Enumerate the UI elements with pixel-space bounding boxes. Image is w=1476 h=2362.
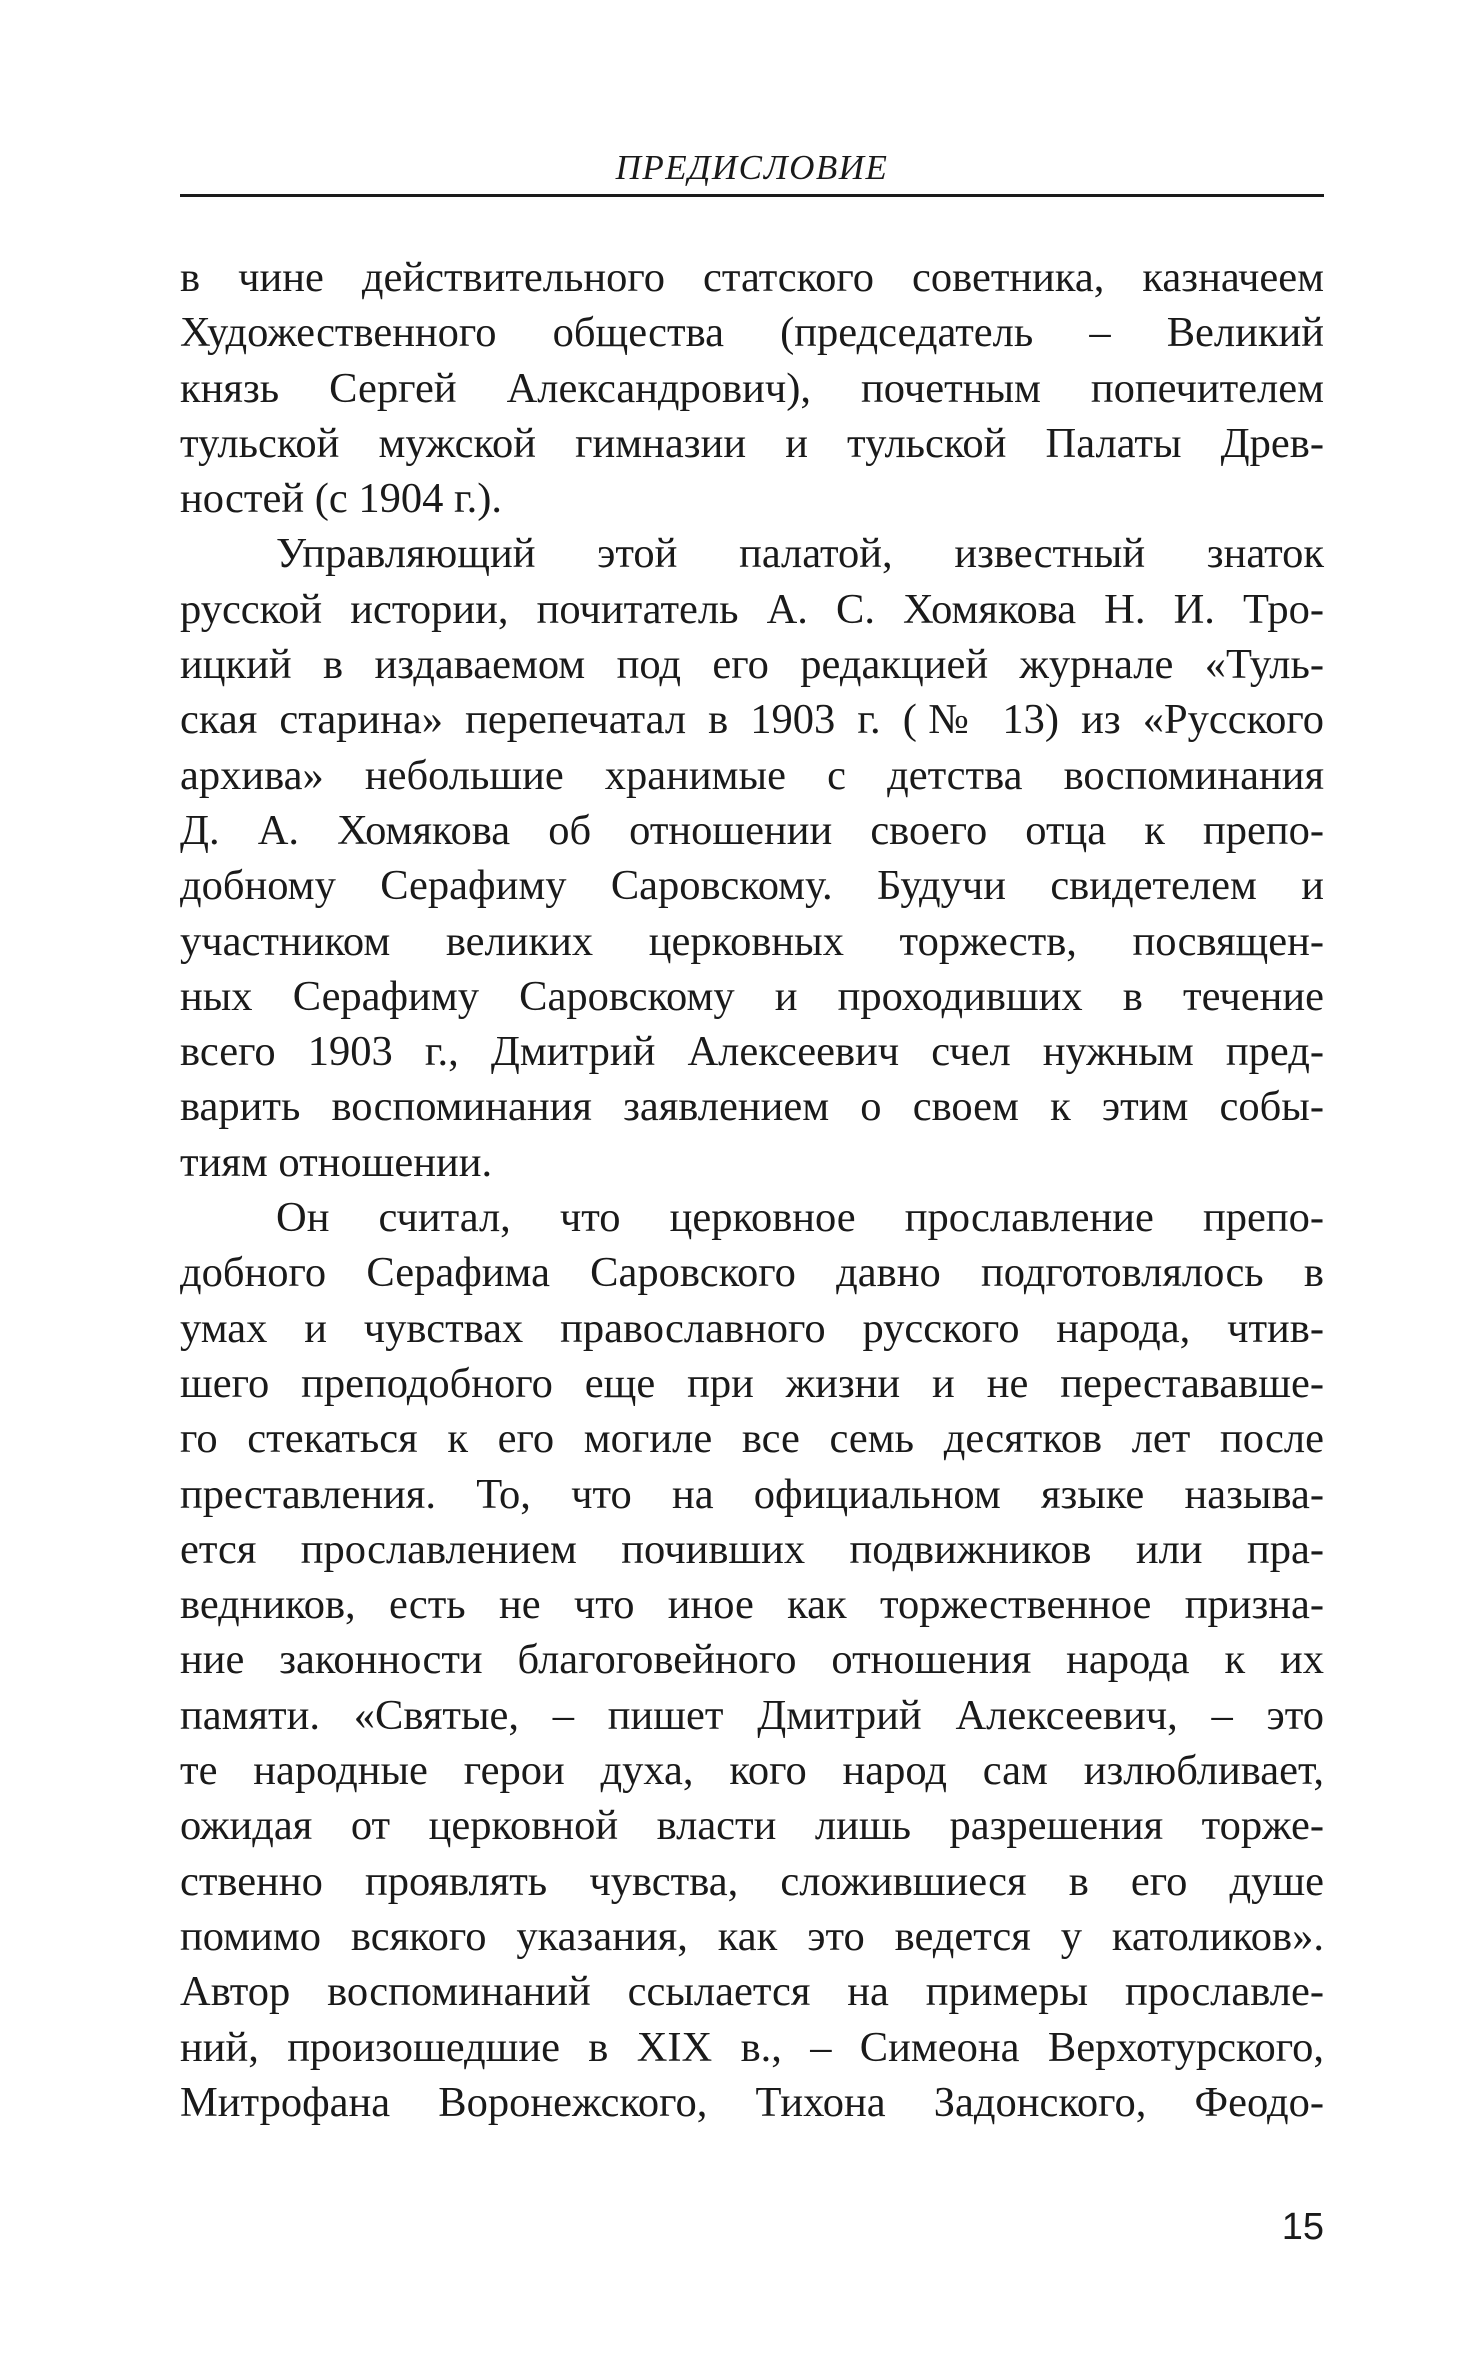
text-line: ний, произошедшие в XIX в., – Симеона Верхотурского, — [180, 2023, 1324, 2071]
text-line: преставления. То, что на официальном языке называ- — [180, 1470, 1324, 1518]
text-line: всего 1903 г., Дмитрий Алексеевич счел нужным пред- — [180, 1028, 1324, 1076]
text-line: Автор воспоминаний ссылается на примеры прославле- — [180, 1968, 1324, 2016]
text-line: ных Серафиму Саровскому и проходивших в течение — [180, 972, 1324, 1020]
text-line: князь Сергей Александрович), почетным попечителем — [180, 364, 1324, 412]
text-line: ственно проявлять чувства, сложившиеся в его душе — [180, 1857, 1324, 1905]
paragraph — [180, 1190, 1324, 2130]
text-line: архива» небольшие хранимые с детства воспоминания — [180, 751, 1324, 799]
text-line: умах и чувствах православного русского народа, чтив- — [180, 1304, 1324, 1352]
text-line: добному Серафиму Саровскому. Будучи свидетелем и — [180, 862, 1324, 910]
text-line: тиям отношении. — [180, 1138, 493, 1186]
text-line: Художественного общества (председатель – Великий — [180, 309, 1324, 357]
text-line: помимо всякого указания, как это ведется у католиков». — [180, 1912, 1324, 1960]
text-line: Митрофана Воронежского, Тихона Задонского, Феодо- — [180, 2078, 1324, 2126]
running-head-title: ПРЕДИСЛОВИЕ — [615, 148, 889, 187]
text-line: ожидая от церковной власти лишь разрешения торже- — [180, 1802, 1324, 1850]
text-line: ется прославлением почивших подвижников или пра- — [180, 1525, 1324, 1573]
text-line: го стекаться к его могиле все семь десятков лет после — [180, 1415, 1324, 1463]
text-line: варить воспоминания заявлением о своем к этим собы- — [180, 1083, 1324, 1131]
text-line: ние законности благоговейного отношения народа к их — [180, 1636, 1324, 1684]
text-line: памяти. «Святые, – пишет Дмитрий Алексеевич, – это — [180, 1691, 1324, 1739]
text-line: ностей (с 1904 г.). — [180, 475, 503, 523]
text-line: ицкий в издаваемом под его редакцией журнале «Туль- — [180, 641, 1324, 689]
text-line: участником великих церковных торжеств, посвящен- — [180, 917, 1324, 965]
text-line: те народные герои духа, кого народ сам излюбливает, — [180, 1747, 1324, 1795]
text-line: в чине действительного статского советника, казначеем — [180, 254, 1324, 301]
paragraph — [180, 526, 1324, 1190]
text-line: добного Серафима Саровского давно подготовлялось в — [180, 1249, 1324, 1297]
text-line: тульской мужской гимназии и тульской Палаты Древ- — [180, 419, 1324, 467]
text-line: Д. А. Хомякова об отношении своего отца к препо- — [180, 806, 1324, 854]
paragraph — [180, 250, 1324, 526]
header-rule — [180, 194, 1324, 197]
text-line: Управляющий этой палатой, известный знаток — [276, 530, 1324, 578]
text-line: шего преподобного еще при жизни и не перестававше- — [180, 1359, 1324, 1407]
body-text — [180, 250, 1324, 2130]
text-line: Он считал, что церковное прославление препо- — [276, 1194, 1324, 1242]
text-line: ская старина» перепечатал в 1903 г. (№ 13) из «Русского — [180, 696, 1324, 744]
text-line: русской истории, почитатель А. С. Хомякова Н. И. Тро- — [180, 585, 1324, 633]
text-line: ведников, есть не что иное как торжественное призна- — [180, 1581, 1324, 1629]
page-number: 15 — [1281, 2206, 1324, 2248]
